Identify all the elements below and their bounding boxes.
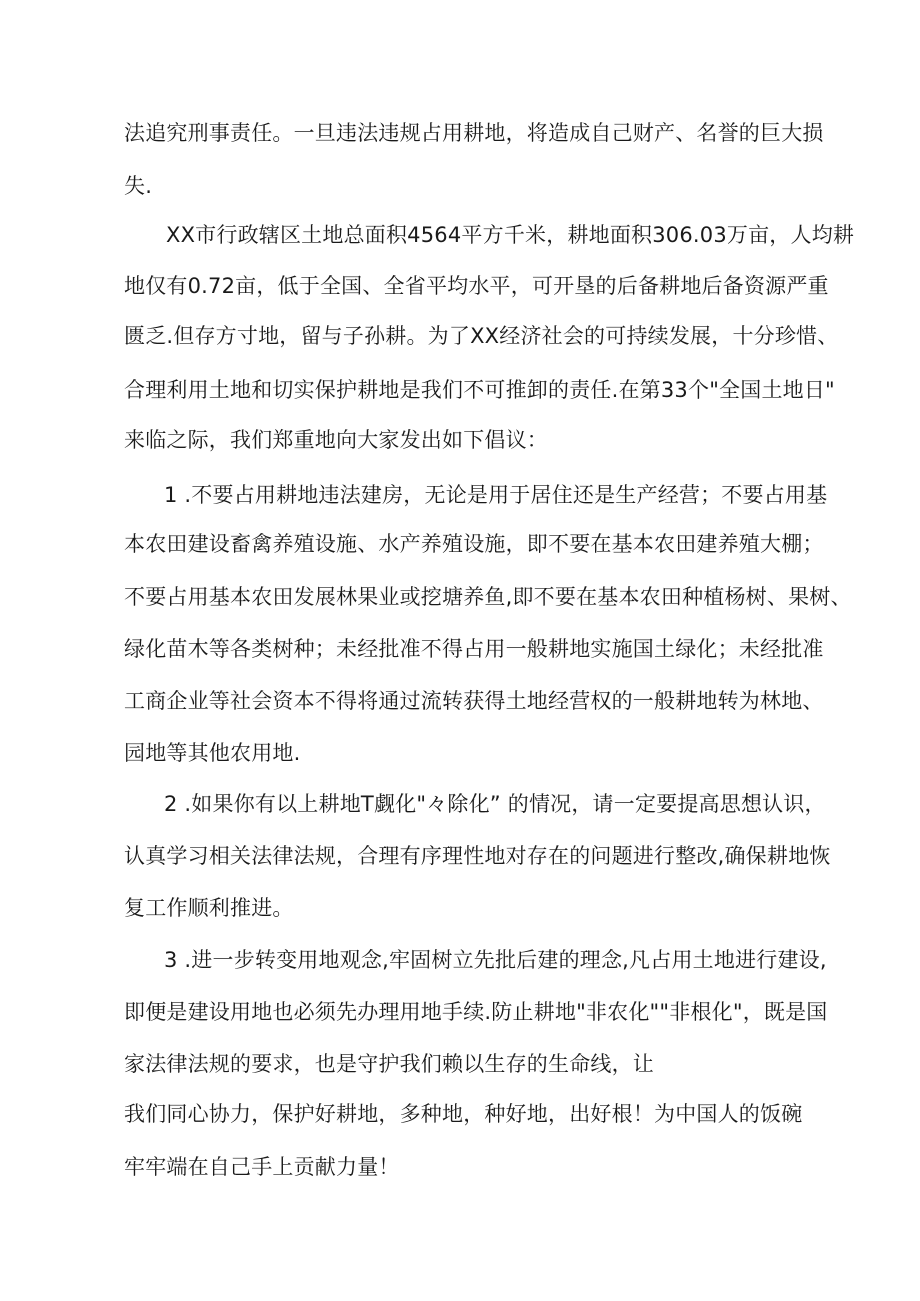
- text-line-1: 法追究刑事责任。一旦违法违规占用耕地，将造成自己财产、名誉的巨大损: [124, 121, 824, 145]
- text-line-12: 工商企业等社会资本不得将通过流转获得土地经营权的一般耕地转为林地、: [124, 689, 824, 713]
- text-line-3: XX市行政辖区土地总面积4564平方千米，耕地面积306.03万亩，人均耕: [166, 223, 855, 247]
- text-line-11: 绿化苗木等各类树种；未经批准不得占用一般耕地实施国土绿化；未经批准: [124, 637, 824, 661]
- text-line-16: 复工作顺利推进。: [124, 896, 294, 920]
- text-line-15: 认真学习相关法律法规，合理有序理性地对存在的问题进行整改,确保耕地恢: [124, 844, 831, 868]
- text-line-4: 地仅有0.72亩，低于全国、全省平均水平，可开垦的后备耕地后备资源严重: [124, 274, 829, 298]
- text-line-9: 本农田建设畜禽养殖设施、水产养殖设施，即不要在基本农田建养殖大棚；: [124, 532, 824, 556]
- text-line-13: 园地等其他农用地.: [124, 741, 301, 765]
- text-line-8: 1 .不要占用耕地违法建房，无论是用于居住还是生产经营；不要占用基: [164, 483, 828, 507]
- text-line-2: 失.: [124, 174, 153, 198]
- text-line-5: 匮乏.但存方寸地，留与子孙耕。为了XX经济社会的可持续发展，十分珍惜、: [124, 324, 839, 348]
- text-line-18: 即便是建设用地也必须先办理用地手续.防止耕地"非农化""非根化"，既是国: [124, 1000, 828, 1024]
- text-line-14: 2 .如果你有以上耕地T觑化"々除化” 的情况，请一定要提高思想认识，: [164, 792, 826, 816]
- text-line-20: 我们同心协力，保护好耕地，多种地，种好地，出好根！为中国人的饭碗: [124, 1102, 803, 1126]
- text-line-6: 合理利用土地和切实保护耕地是我们不可推卸的责任.在第33个"全国土地日": [124, 378, 835, 402]
- text-line-10: 不要占用基本农田发展林果业或挖塘养鱼,即不要在基本农田种植杨树、果树、: [124, 585, 852, 609]
- text-line-21: 牢牢端在自己手上贡献力量！: [124, 1155, 400, 1179]
- text-line-19: 家法律法规的要求，也是守护我们赖以生存的生命线，让: [124, 1052, 654, 1076]
- text-line-17: 3 .进一步转变用地观念,牢固树立先批后建的理念,凡占用土地进行建设,: [164, 948, 827, 972]
- text-line-7: 来临之际，我们郑重地向大家发出如下倡议：: [124, 428, 548, 452]
